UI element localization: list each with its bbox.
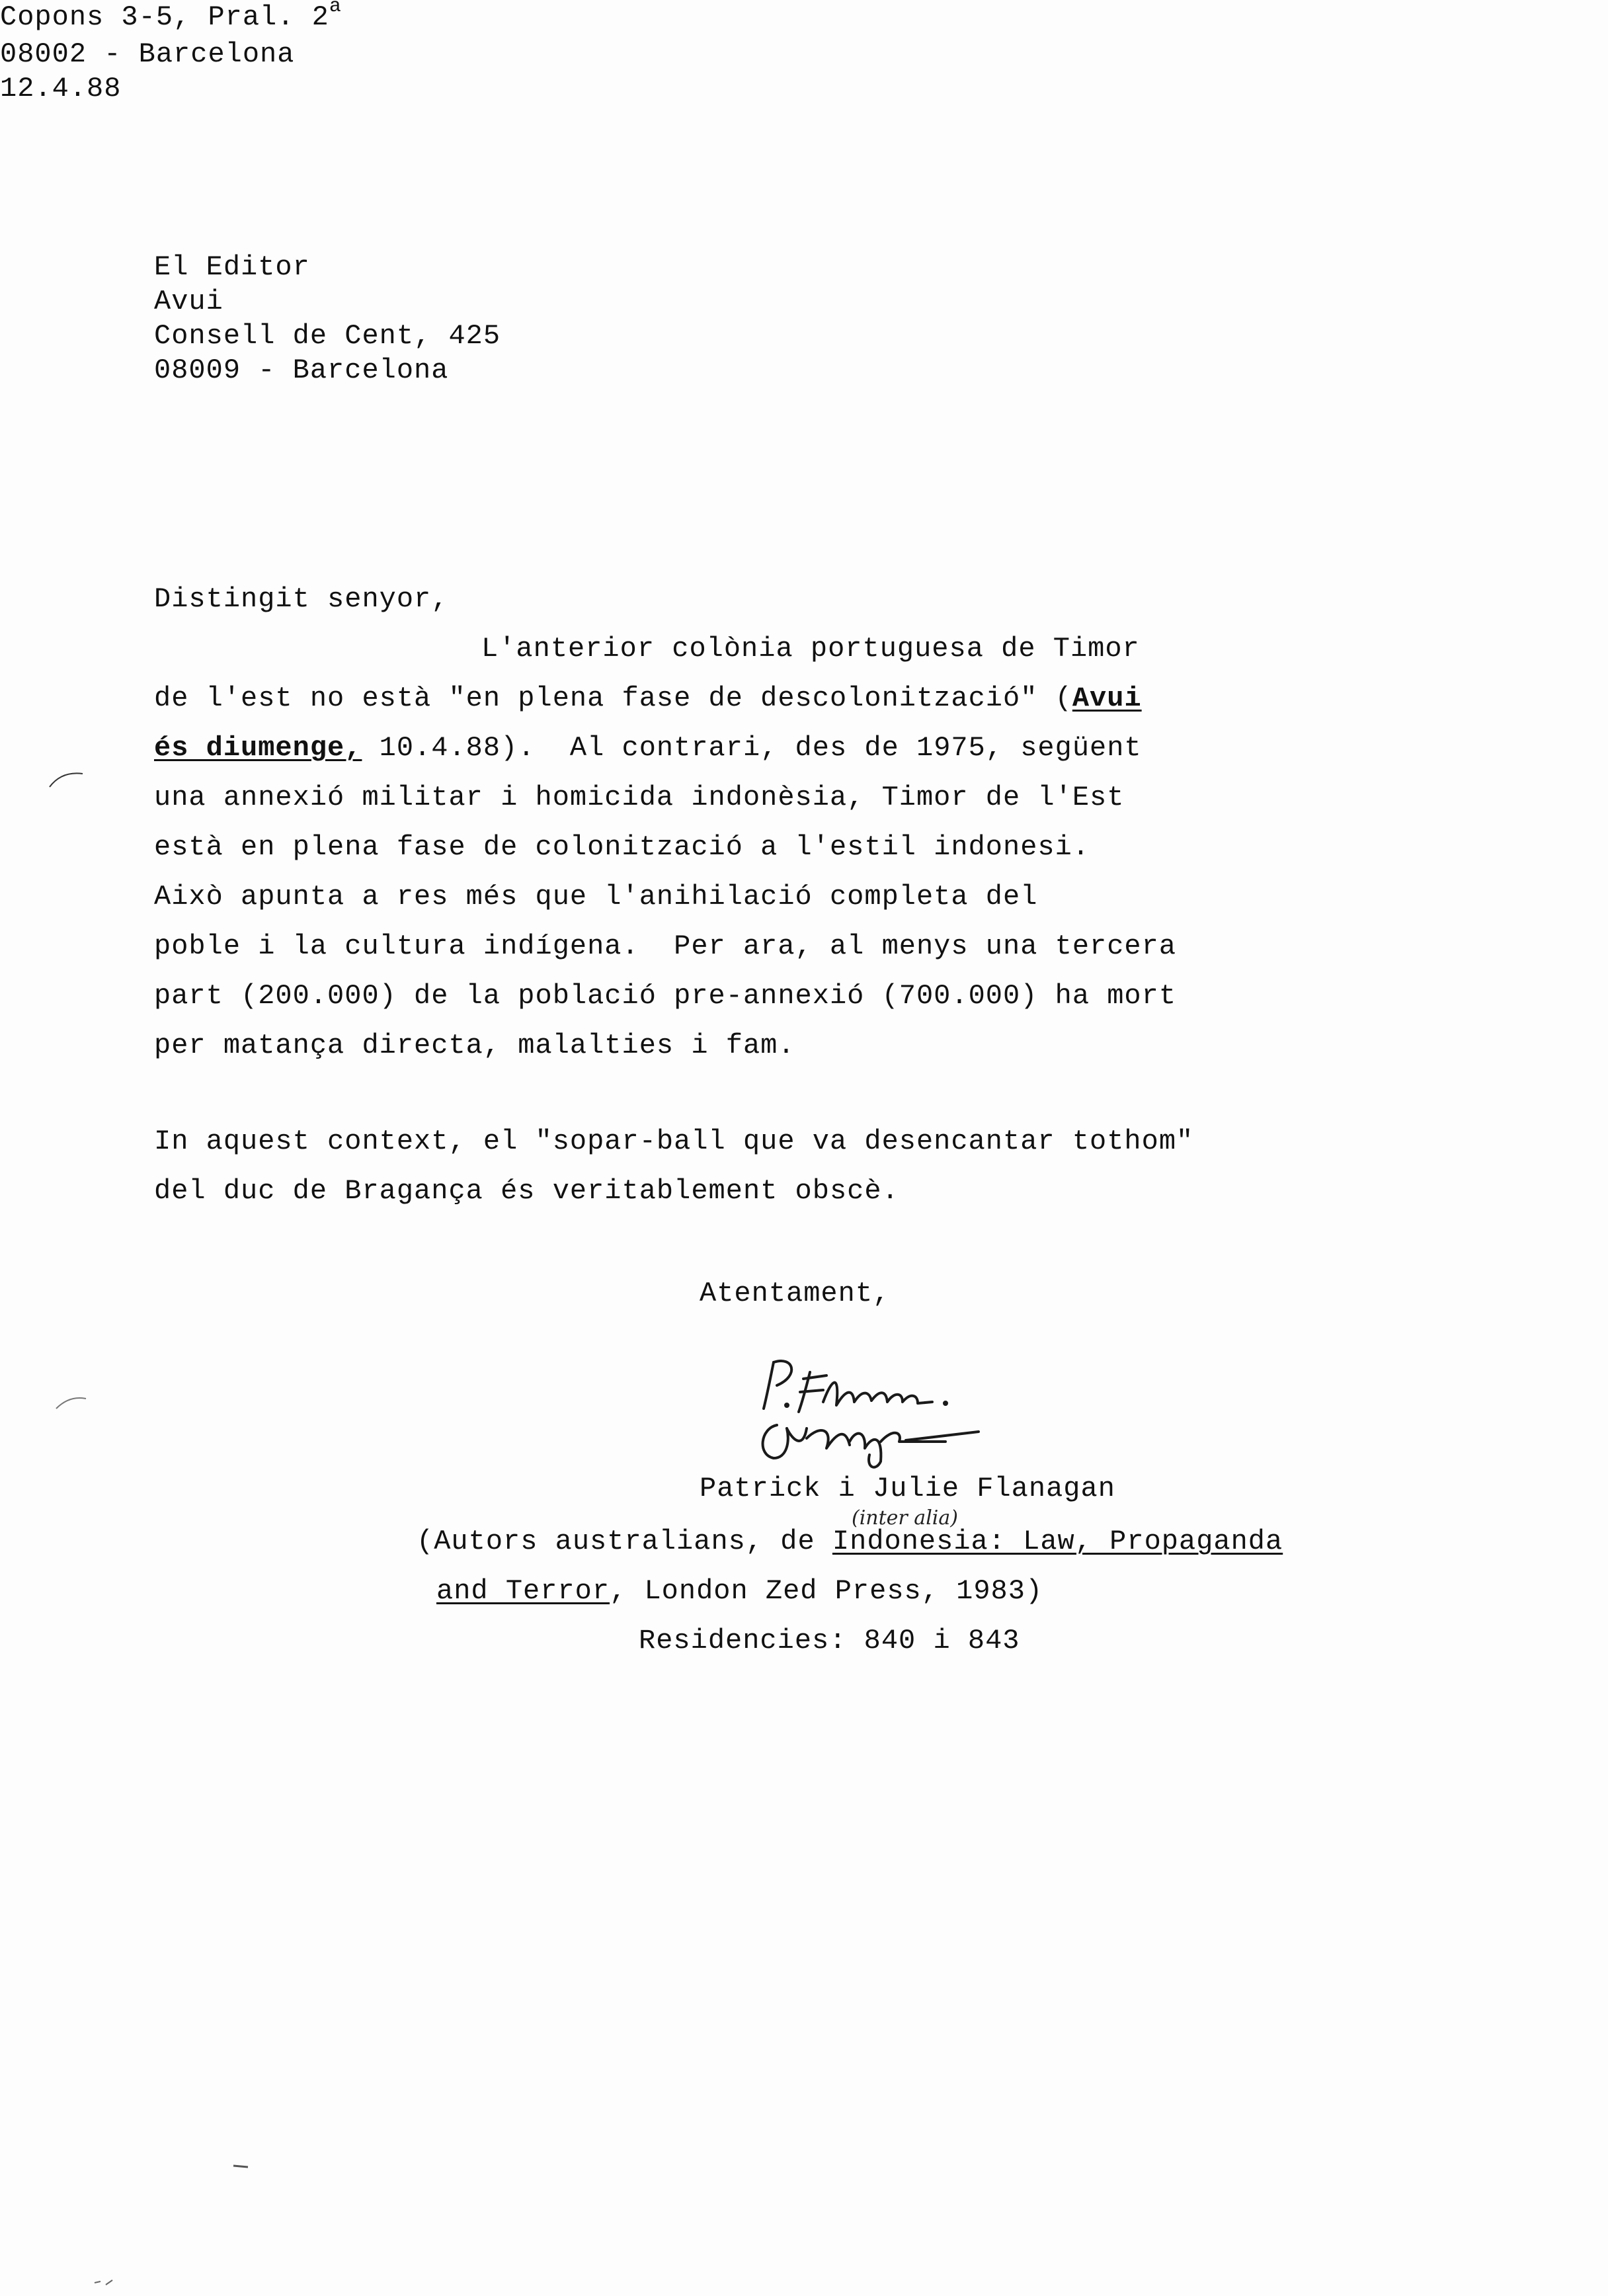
signature-names: Patrick i Julie Flanagan bbox=[700, 1473, 1115, 1504]
scan-mark bbox=[93, 2275, 119, 2291]
handwritten-signature bbox=[741, 1349, 1031, 1475]
paragraph-1-line-3-text: 10.4.88). Al contrari, des de 1975, següent bbox=[362, 732, 1142, 764]
recipient-line-1: El Editor bbox=[154, 251, 310, 283]
reference-line-2-text: , London Zed Press, 1983) bbox=[610, 1575, 1043, 1607]
reference-line-2 bbox=[436, 1574, 1043, 1608]
recipient-address bbox=[154, 250, 501, 388]
paragraph-1-line-2-text: de l'est no està "en plena fase de descolonització" ( bbox=[154, 682, 1072, 714]
scan-mark bbox=[53, 1389, 93, 1415]
paragraph-1-line-6: Això apunta a res més que l'anihilació completa del bbox=[154, 881, 1038, 913]
paragraph-2-line-1: In aquest context, el "sopar-ball que va desencantar tothom" bbox=[154, 1126, 1194, 1157]
avui-underlined: Avui bbox=[1072, 682, 1142, 714]
recipient-line-3: Consell de Cent, 425 bbox=[154, 320, 501, 352]
residencies: Residencies: 840 i 843 bbox=[639, 1625, 1020, 1657]
paragraph-1-line-9: per matança directa, malalties i fam. bbox=[154, 1030, 795, 1061]
paragraph-1-line-8: part (200.000) de la població pre-annexió (700.000) ha mort bbox=[154, 980, 1177, 1012]
closing: Atentament, bbox=[700, 1278, 891, 1309]
sender-city: 08002 - Barcelona bbox=[0, 38, 295, 70]
paragraph-1-line-4: una annexió militar i homicida indonèsia, Timor de l'Est bbox=[154, 782, 1125, 813]
recipient-line-4: 08009 - Barcelona bbox=[154, 354, 449, 386]
paragraph-1-line-3 bbox=[154, 731, 1142, 765]
letter-date: 12.4.88 bbox=[0, 73, 122, 104]
sender-floor-sup: a bbox=[329, 0, 342, 18]
sender-street-line bbox=[0, 0, 1608, 37]
reference-line-1-text: (Autors australians, de bbox=[417, 1526, 832, 1557]
paragraph-2-line-2: del duc de Bragança és veritablement obscè. bbox=[154, 1175, 899, 1207]
scan-mark bbox=[46, 767, 86, 794]
paragraph-1-line-2 bbox=[154, 681, 1142, 716]
book-title-part-2: and Terror bbox=[436, 1575, 610, 1607]
scan-mark bbox=[231, 2159, 251, 2172]
paragraph-1-line-7: poble i la cultura indígena. Per ara, al menys una tercera bbox=[154, 930, 1177, 962]
es-diumenge-underlined: és diumenge, bbox=[154, 732, 362, 764]
reference-line-1 bbox=[417, 1524, 1283, 1559]
handwritten-note-inter-alia: (inter alia) bbox=[852, 1506, 958, 1530]
sender-address bbox=[0, 0, 1608, 106]
recipient-line-2: Avui bbox=[154, 286, 223, 317]
book-title-part-1: Indonesia: Law, Propaganda bbox=[832, 1526, 1283, 1557]
paragraph-1-line-5: està en plena fase de colonització a l'estil indonesi. bbox=[154, 831, 1090, 863]
paragraph-1-line-1: L'anterior colònia portuguesa de Timor bbox=[481, 633, 1140, 665]
salutation: Distingit senyor, bbox=[154, 583, 449, 615]
sender-street: Copons 3-5, Pral. 2 bbox=[0, 1, 329, 33]
